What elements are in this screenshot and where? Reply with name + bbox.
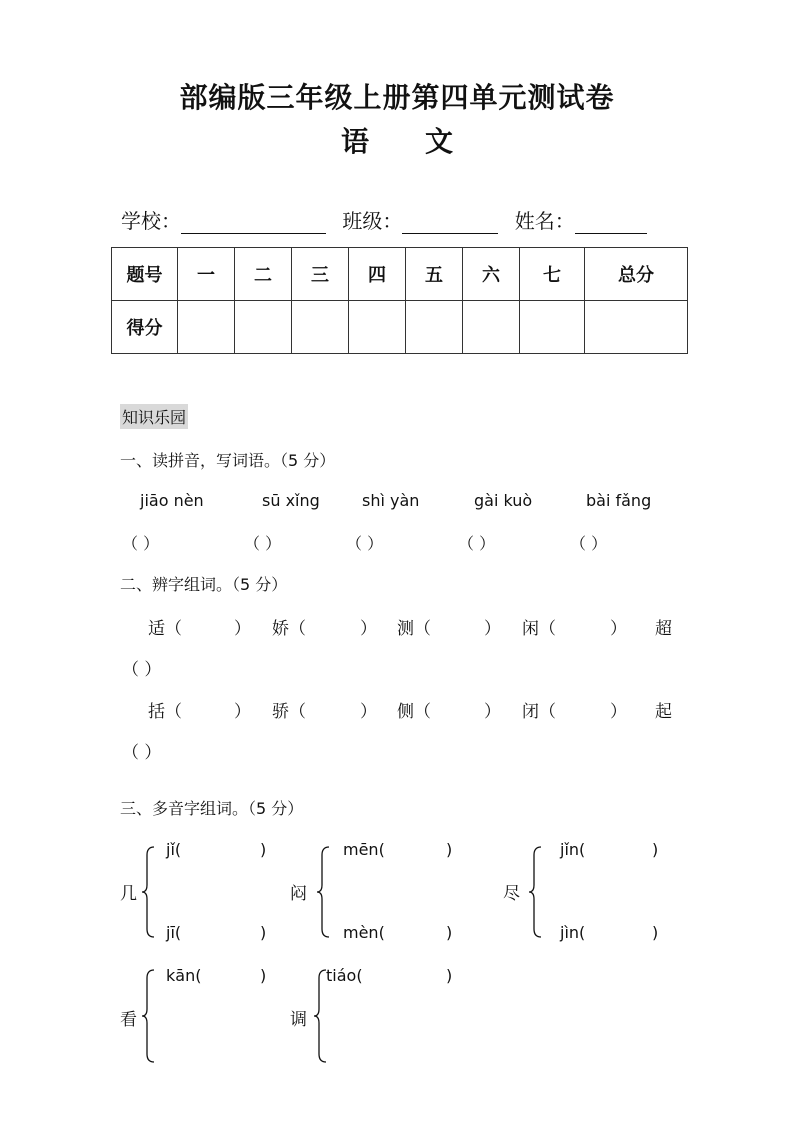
header-cell: 六: [463, 248, 520, 301]
header-cell: 三: [292, 248, 349, 301]
school-field[interactable]: [181, 211, 326, 234]
score-cell[interactable]: [235, 301, 292, 354]
row-label: 得分: [112, 301, 178, 354]
q1-pinyin-5: bài fǎng: [586, 491, 652, 510]
q1-blank-3[interactable]: （ ）: [346, 534, 384, 553]
q1-blank-4[interactable]: （ ）: [458, 534, 496, 553]
score-cell[interactable]: [178, 301, 235, 354]
q1-pinyin-1: jiāo nèn: [140, 491, 204, 510]
score-table-header-row: [112, 248, 688, 301]
header-cell: 二: [235, 248, 292, 301]
header-cell: 四: [349, 248, 406, 301]
q3-g1-bottom-close: ): [260, 923, 267, 942]
q2-r1-close-1: ）: [234, 619, 251, 639]
q2-r1-item-5: 超: [655, 619, 672, 639]
q3-g5-top-close: ): [446, 966, 453, 985]
q3-g2-top: mēn(: [343, 840, 385, 859]
q2-r2-close-3: ）: [484, 702, 501, 722]
q3-g1-top-close: ): [260, 840, 267, 859]
q2-r2-close-1: ）: [234, 702, 251, 722]
score-cell[interactable]: [585, 301, 688, 354]
q1-pinyin-3: shì yàn: [362, 491, 420, 510]
q1-blank-2[interactable]: （ ）: [244, 534, 282, 553]
q3-g2-bottom: mèn(: [343, 923, 385, 942]
q2-r1-close-2: ）: [360, 619, 377, 639]
q2-r2-item-3: 侧（: [397, 702, 431, 722]
page-title: 部编版三年级上册第四单元测试卷: [179, 81, 615, 114]
header-cell: 一: [178, 248, 235, 301]
name-label: 姓名：: [514, 209, 575, 233]
q2-r1-item-1: 适（: [148, 619, 182, 639]
subject-char-1: 语: [340, 125, 369, 158]
q3-g3-top: jǐn(: [560, 840, 586, 859]
score-cell[interactable]: [520, 301, 585, 354]
score-table: [111, 247, 688, 354]
q2-r1-close-3: ）: [484, 619, 501, 639]
q3-g3-bottom: jìn(: [560, 923, 586, 942]
score-cell[interactable]: [406, 301, 463, 354]
score-cell[interactable]: [463, 301, 520, 354]
q3-char-tiao: 调: [290, 1010, 307, 1030]
q3-char-kan: 看: [120, 1010, 137, 1030]
q2-r2-item-5: 起: [655, 702, 672, 722]
brace-icon: [140, 968, 156, 1064]
q3-title: 三、多音字组词。（5 分）: [120, 799, 304, 818]
q2-r1-item-4: 闲（: [522, 619, 556, 639]
q3-g1-bottom: jī(: [166, 923, 182, 942]
q3-g5-top: tiáo(: [326, 966, 363, 985]
name-field[interactable]: [575, 211, 647, 234]
header-cell: 五: [406, 248, 463, 301]
q2-r2-close-4: ）: [610, 702, 627, 722]
subject-char-2: 文: [425, 125, 454, 158]
q2-r2-item-1: 括（: [148, 702, 182, 722]
brace-icon: [527, 845, 543, 939]
q2-r2-wrap-blank[interactable]: （ ）: [122, 743, 162, 763]
class-field[interactable]: [402, 211, 498, 234]
q3-char-jin: 尽: [503, 884, 520, 904]
school-label: 学校：: [121, 209, 181, 233]
student-info-line: [121, 205, 647, 234]
q2-r1-wrap-blank[interactable]: （ ）: [122, 660, 162, 680]
q2-r2-item-4: 闭（: [522, 702, 556, 722]
q2-title: 二、辨字组词。（5 分）: [120, 575, 288, 594]
q3-g4-top: kān(: [166, 966, 202, 985]
q2-r1-close-4: ）: [610, 619, 627, 639]
class-label: 班级：: [342, 209, 403, 233]
q3-g3-top-close: ): [652, 840, 659, 859]
q1-blank-5[interactable]: （ ）: [570, 534, 608, 553]
score-cell[interactable]: [292, 301, 349, 354]
q1-pinyin-4: gài kuò: [474, 491, 533, 510]
q1-blank-1[interactable]: （ ）: [122, 534, 160, 553]
q3-char-men: 闷: [290, 884, 307, 904]
header-cell: 七: [520, 248, 585, 301]
q1-title: 一、读拼音，写词语。（5 分）: [120, 451, 336, 470]
subject-heading: [0, 120, 794, 160]
score-table-score-row: [112, 301, 688, 354]
q3-g2-bottom-close: ): [446, 923, 453, 942]
q3-g2-top-close: ): [446, 840, 453, 859]
q2-r2-item-2: 骄（: [272, 702, 306, 722]
q2-r1-item-2: 娇（: [272, 619, 306, 639]
q2-r1-item-3: 测（: [397, 619, 431, 639]
q3-char-ji: 几: [120, 884, 137, 904]
score-cell[interactable]: [349, 301, 406, 354]
header-cell: 总分: [585, 248, 688, 301]
q3-g3-bottom-close: ): [652, 923, 659, 942]
q3-g4-top-close: ): [260, 966, 267, 985]
q3-g1-top: jǐ(: [166, 840, 182, 859]
brace-icon: [315, 845, 331, 939]
q2-r2-close-2: ）: [360, 702, 377, 722]
section-tag: 知识乐园: [120, 404, 188, 429]
q1-pinyin-2: sū xǐng: [262, 491, 320, 510]
header-cell: 题号: [112, 248, 178, 301]
brace-icon: [140, 845, 156, 939]
